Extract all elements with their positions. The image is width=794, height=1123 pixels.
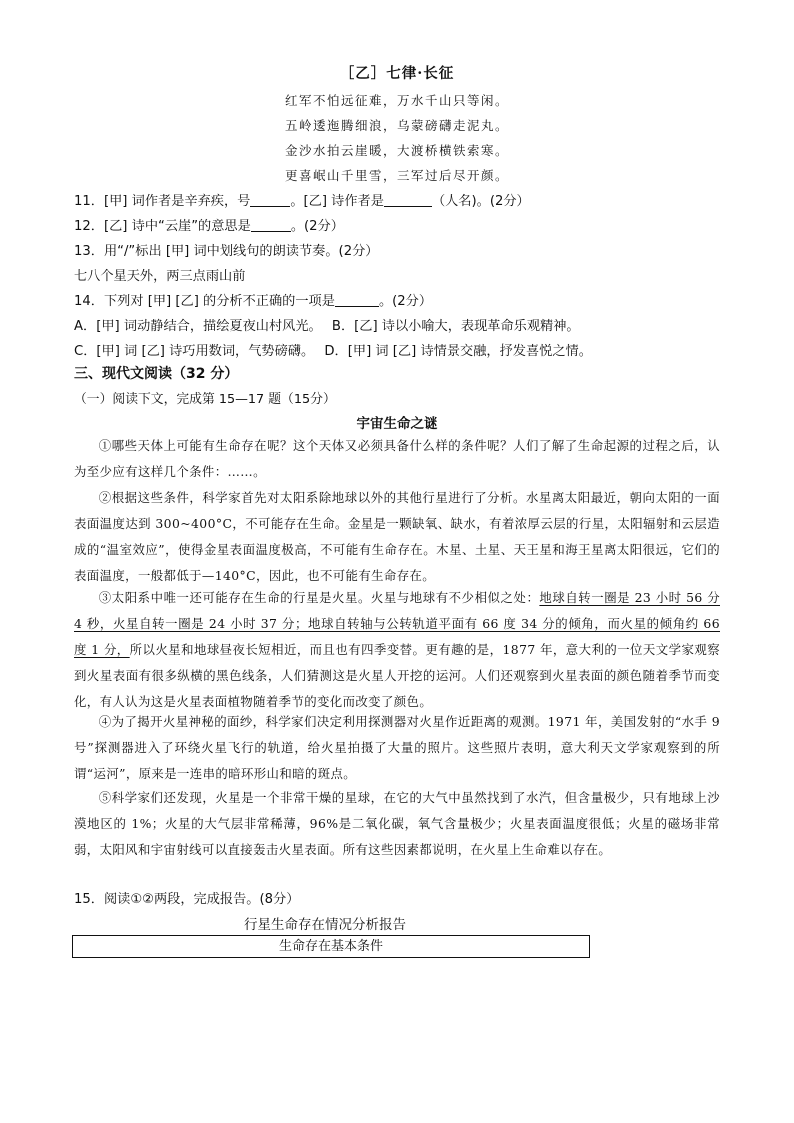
p3-underlined-sentence: 地球自转一圈是 23 小时 56 分 4 秒，火星自转一圈是 24 小时 37 分；地球自转轴与公转轨道平面有 66 度 34 分的倾角，而火星的倾角约 66 度 1 分， <box>74 590 720 657</box>
question-14 <box>74 290 734 309</box>
q11-blank-1[interactable] <box>250 193 290 207</box>
question-13-line: 七八个星天外，两三点雨山前 <box>74 269 246 284</box>
paragraph-5: ⑤科学家们还发现，火星是一个非常干燥的星球，在它的大气中虽然找到了水汽，但含量极少，只有地球上沙漠地区的 1%；火星的大气层非常稀薄，96%是二氧化碳，氧气含量极少；火星表面温度很低；火星的磁场非常弱，太阳风和宇宙射线可以直接轰击火星表面。所有这些因素都说明，在火星上生命难以存在。 <box>74 790 720 857</box>
q11-part-b: 。[乙] 诗作者是 <box>290 194 384 209</box>
q14-blank[interactable] <box>335 293 379 307</box>
question-15: 15．阅读①②两段，完成报告。(8分） <box>74 892 300 907</box>
poem-title: ［乙］七律·长征 <box>339 65 455 82</box>
q14-options-row-2 <box>74 340 734 359</box>
report-title: 行星生命存在情况分析报告 <box>244 917 406 933</box>
option-b: B．[乙] 诗以小喻大，表现革命乐观精神。 <box>331 319 580 334</box>
q14-part-b: 。(2分） <box>378 294 433 309</box>
q11-part-a: 11．[甲] 词作者是辛弃疾，号 <box>74 194 251 209</box>
section-3-heading: 三、现代文阅读（32 分） <box>74 366 239 382</box>
question-11 <box>74 190 734 209</box>
paragraph-4: ④为了揭开火星神秘的面纱，科学家们决定利用探测器对火星作近距离的观测。1971 年，美国发射的“水手 9 号”探测器进入了环绕火星飞行的轨道，给火星拍摄了大量的照片。这些照片表明，意大利天文学家观察到的所谓“运河”，原来是一连串的暗环形山和暗的斑点。 <box>74 714 720 781</box>
article-title: 宇宙生命之谜 <box>356 416 438 432</box>
p3-rest: 所以火星和地球昼夜长短相近，而且也有四季变替。更有趣的是，1877 年，意大利的一位天文学家观察到火星表面有很多纵横的黑色线条，人们猜测这是火星人开挖的运河。人们还观察到火星表面的颜色随着季节而变化，有人认为这是火星表面植物随着季节的变化而改变了颜色。 <box>74 642 720 709</box>
poem-line-3: 金沙水拍云崖暖，大渡桥横铁索寒。 <box>284 143 509 158</box>
poem-line-4: 更喜岷山千里雪，三军过后尽开颜。 <box>284 168 509 183</box>
poem-line-2: 五岭逶迤腾细浪，乌蒙磅礴走泥丸。 <box>284 118 509 133</box>
q11-part-c: （人名)。(2分） <box>431 194 530 209</box>
option-d: D．[甲] 词 [乙] 诗情景交融，抒发喜悦之情。 <box>324 344 592 359</box>
q12-blank[interactable] <box>251 218 291 232</box>
section-3-sub: （一）阅读下文，完成第 15—17 题（15分） <box>74 392 336 407</box>
question-13: 13．用“/”标出 [甲] 词中划线句的朗读节奏。(2分） <box>74 244 379 259</box>
option-a: A．[甲] 词动静结合，描绘夏夜山村风光。 <box>74 319 322 334</box>
report-table <box>72 935 590 958</box>
p3-lead: ③太阳系中唯一还可能存在生命的行星是火星。火星与地球有不少相似之处： <box>98 590 540 605</box>
q12-part-b: 。(2分） <box>290 219 344 234</box>
paragraph-3 <box>74 585 720 715</box>
table-header-cell: 生命存在基本条件 <box>278 939 383 954</box>
question-12 <box>74 215 734 234</box>
q12-part-a: 12．[乙] 诗中“云崖”的意思是 <box>74 219 251 234</box>
option-c: C．[甲] 词 [乙] 诗巧用数词，气势磅礴。 <box>74 344 315 359</box>
poem-line-1: 红军不怕远征难，万水千山只等闲。 <box>284 93 509 108</box>
paragraph-2: ②根据这些条件，科学家首先对太阳系除地球以外的其他行星进行了分析。水星离太阳最近，朝向太阳的一面表面温度达到 300~400°C，不可能存在生命。金星是一颗缺氧、缺水，有着浓厚云层的行星，太阳辐射和云层造成的“温室效应”，使得金星表面温度极高，不可能有生命存在。木星、土星、天王星和海王星离太阳很远，它们的表面温度，一般都低于—140°C，因此，也不可能有生命存在。 <box>74 490 720 583</box>
q11-blank-2[interactable] <box>384 193 432 207</box>
q14-options-row-1 <box>74 315 734 334</box>
q14-part-a: 14．下列对 [甲] [乙] 的分析不正确的一项是 <box>74 294 335 309</box>
paragraph-1: ①哪些天体上可能有生命存在呢？这个天体又必须具备什么样的条件呢？人们了解了生命起源的过程之后，认为至少应有这样几个条件：……。 <box>74 438 720 479</box>
